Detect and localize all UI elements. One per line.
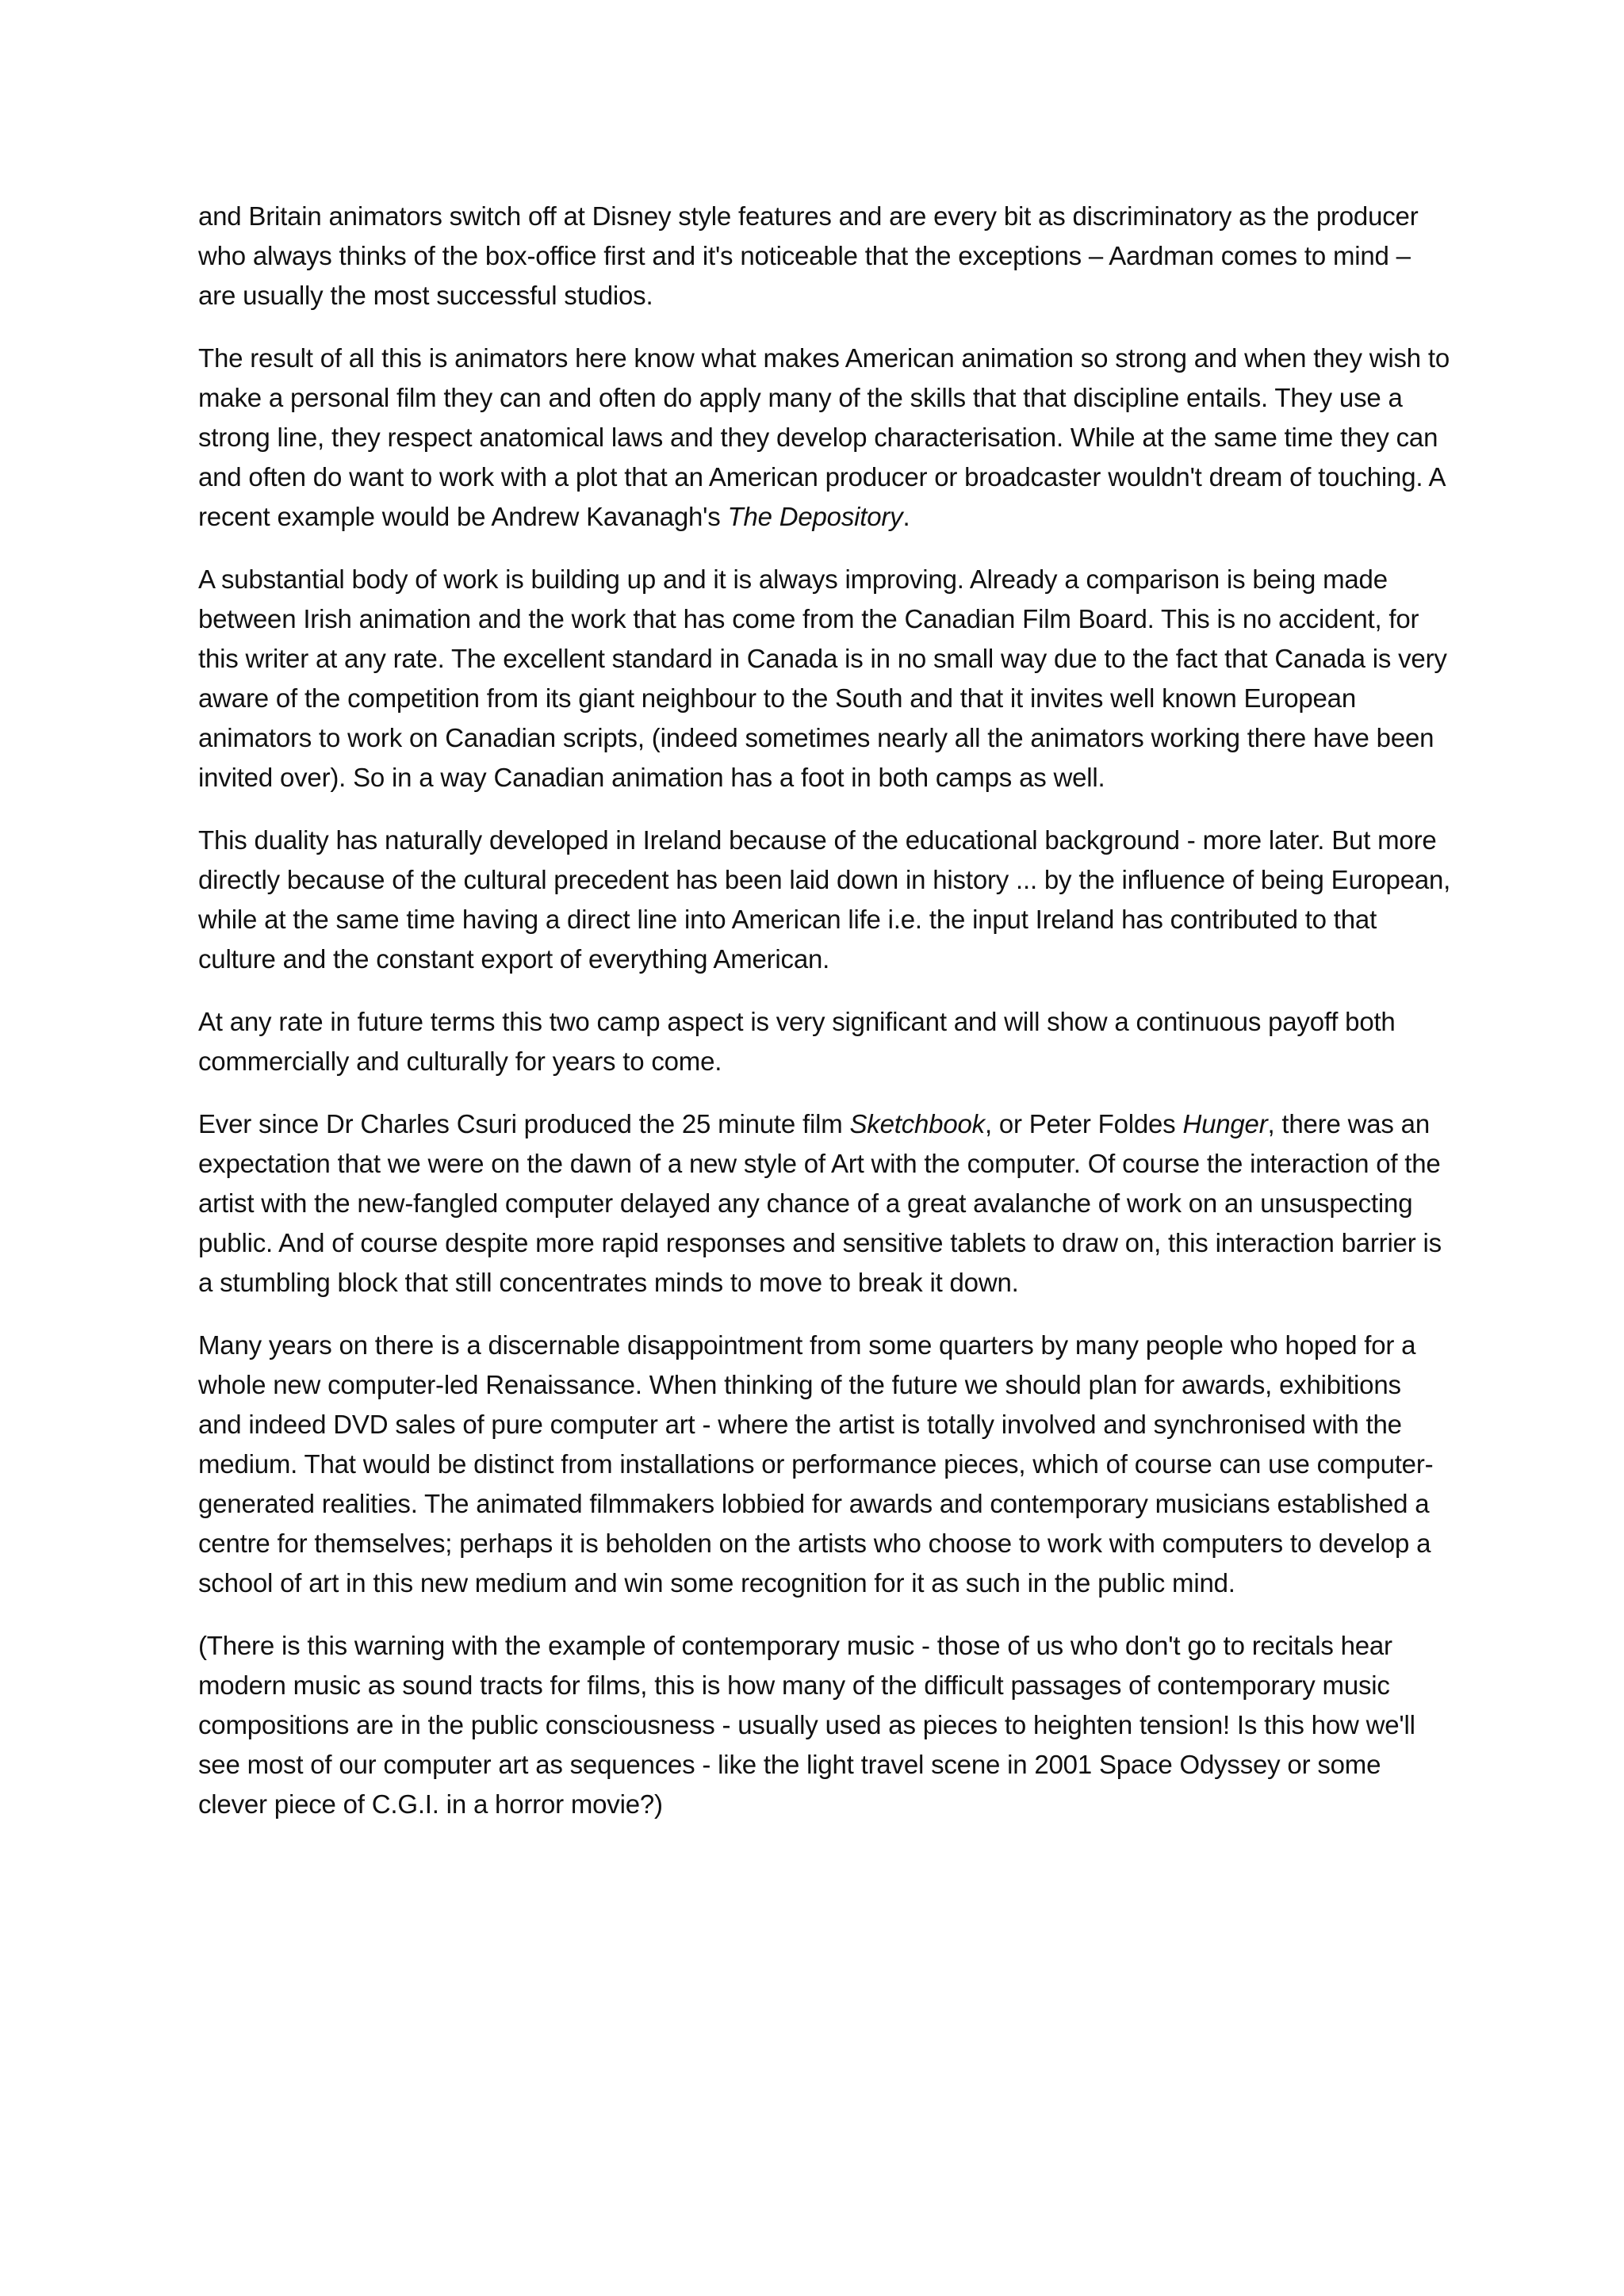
body-paragraph: [198, 1626, 1451, 1824]
paragraph-text: , there was an expectation that we were on the dawn of a new style of Art with the computer. Of course the interaction of the artist with the new-fangled computer delayed any chance of a great avalanche of work on an unsuspecting public. And of course despite more rapid responses and sensitive tablets to draw on, this interaction barrier is a stumbling block that still concentrates minds to move to break it down.: [198, 1109, 1442, 1297]
paragraph-text: (There is this warning with the example of contemporary music - those of us who don't go to recitals hear modern music as sound tracts for films, this is how many of the difficult passages of contemporary music compositions are in the public consciousness - usually used as pieces to heighten tension! Is this how we'll see most of our computer art as sequences - like the light travel scene in 2001 Space Odyssey or some clever piece of C.G.I. in a horror movie?): [198, 1631, 1415, 1819]
paragraph-text: A substantial body of work is building up and it is always improving. Already a comparison is being made between Irish animation and the work that has come from the Canadian Film Board. This is no accident, for this writer at any rate. The excellent standard in Canada is in no small way due to the fact that Canada is very aware of the competition from its giant neighbour to the South and that it invites well known European animators to work on Canadian scripts, (indeed sometimes nearly all the animators working there have been invited over). So in a way Canadian animation has a foot in both camps as well.: [198, 564, 1447, 792]
italic-title-text: Sketchbook: [849, 1109, 985, 1138]
paragraph-text: At any rate in future terms this two camp aspect is very significant and will show a continuous payoff both commercially and culturally for years to come.: [198, 1007, 1396, 1076]
paragraph-text: , or Peter Foldes: [984, 1109, 1183, 1138]
paragraph-text: and Britain animators switch off at Disney style features and are every bit as discriminatory as the producer who always thinks of the box-office first and it's noticeable that the exceptions – Aardman comes to mind – are usually the most successful studios.: [198, 201, 1419, 310]
body-paragraph: [198, 1104, 1451, 1303]
body-paragraph: [198, 197, 1451, 316]
paragraph-text: The result of all this is animators here know what makes American animation so strong and when they wish to make a personal film they can and often do apply many of the skills that that discipline entails. They use a strong line, they respect anatomical laws and they develop characterisation. While at the same time they can and often do want to work with a plot that an American producer or broadcaster wouldn't dream of touching. A recent example would be Andrew Kavanagh's: [198, 343, 1450, 531]
italic-title-text: The Depository: [727, 502, 903, 531]
body-paragraph: [198, 339, 1451, 537]
body-paragraph: [198, 560, 1451, 798]
paragraph-text: Many years on there is a discernable disappointment from some quarters by many people who hoped for a whole new computer-led Renaissance. When thinking of the future we should plan for awards, exhibitions and indeed DVD sales of pure computer art - where the artist is totally involved and synchronised with the medium. That would be distinct from installations or performance pieces, which of course can use computer-generated realities. The animated filmmakers lobbied for awards and contemporary musicians established a centre for themselves; perhaps it is beholden on the artists who choose to work with computers to develop a school of art in this new medium and win some recognition for it as such in the public mind.: [198, 1330, 1434, 1598]
document-body: [198, 197, 1451, 1847]
body-paragraph: [198, 821, 1451, 979]
italic-title-text: Hunger: [1182, 1109, 1268, 1138]
paragraph-text: Ever since Dr Charles Csuri produced the 25 minute film: [198, 1109, 850, 1138]
paragraph-text: .: [902, 502, 910, 531]
paragraph-text: This duality has naturally developed in Ireland because of the educational background - more later. But more directly because of the cultural precedent has been laid down in history ... by the influence of being European, while at the same time having a direct line into American life i.e. the input Ireland has contributed to that culture and the constant export of everything American.: [198, 825, 1451, 974]
body-paragraph: [198, 1326, 1451, 1603]
body-paragraph: [198, 1002, 1451, 1081]
